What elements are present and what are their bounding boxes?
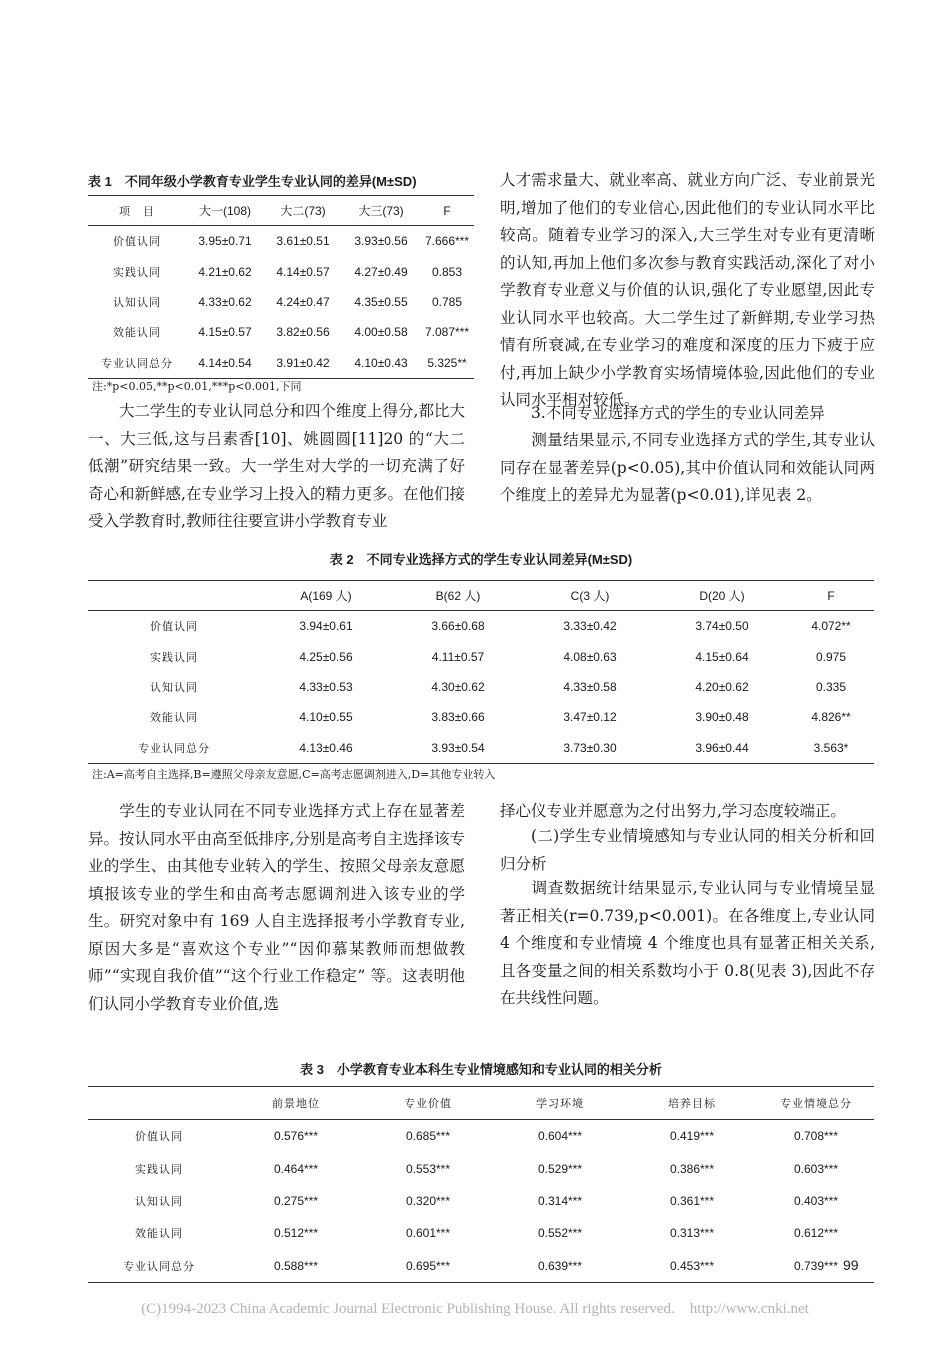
row-label: 专业认同总分 bbox=[88, 733, 260, 764]
table-cell: 4.27±0.49 bbox=[354, 264, 408, 279]
table-cell: 3.74±0.50 bbox=[695, 619, 749, 634]
table-cell: 0.403*** bbox=[793, 1193, 839, 1208]
section-heading-2 bbox=[500, 823, 875, 878]
row-label: 价值认同 bbox=[113, 235, 161, 249]
table-row bbox=[88, 1250, 874, 1283]
table1-header: 大三(73) bbox=[342, 196, 420, 226]
row-label: 实践认同 bbox=[113, 265, 161, 279]
table-cell: 0.419*** bbox=[669, 1129, 715, 1144]
table-cell: 3.73±0.30 bbox=[524, 733, 656, 764]
table-cell: 0.739*** bbox=[758, 1250, 874, 1283]
right-paragraph-3: 择心仪专业并愿意为之付出努力,学习态度较端正。 bbox=[500, 802, 846, 820]
table-cell: 3.93±0.56 bbox=[354, 234, 408, 249]
right-paragraph-4 bbox=[500, 875, 875, 1013]
table2-header: C(3 人) bbox=[524, 581, 656, 611]
table-cell: 0.708*** bbox=[793, 1129, 839, 1144]
table-cell: 3.82±0.56 bbox=[276, 325, 330, 340]
table-cell: 3.95±0.71 bbox=[198, 234, 252, 249]
table-cell: 0.512*** bbox=[273, 1226, 319, 1241]
table-cell: 4.20±0.62 bbox=[695, 679, 749, 694]
table3-header: 前景地位 bbox=[230, 1087, 362, 1120]
table-cell: 3.94±0.61 bbox=[299, 619, 353, 634]
table-row bbox=[88, 348, 474, 379]
heading-text: (二)学生专业情境感知与专业认同的相关分析和回归分析 bbox=[500, 827, 875, 873]
table3-header: 培养目标 bbox=[626, 1087, 758, 1120]
table-row bbox=[88, 1185, 874, 1217]
table-cell: 0.604*** bbox=[537, 1129, 583, 1144]
table-cell: 3.83±0.66 bbox=[431, 710, 485, 725]
table-cell: 0.529*** bbox=[537, 1161, 583, 1176]
table-cell: 0.639*** bbox=[494, 1250, 626, 1283]
table-cell: 4.30±0.62 bbox=[431, 679, 485, 694]
table-cell: 0.464*** bbox=[273, 1161, 319, 1176]
table-cell: 4.826** bbox=[811, 710, 851, 725]
table-cell: 0.975 bbox=[815, 649, 847, 664]
table-row bbox=[88, 641, 874, 671]
left-paragraph-2 bbox=[88, 798, 465, 1018]
table-cell: 4.15±0.64 bbox=[695, 649, 749, 664]
table-cell: 0.335 bbox=[815, 679, 847, 694]
table-cell: 4.11±0.57 bbox=[431, 649, 485, 664]
table2-header: D(20 人) bbox=[656, 581, 788, 611]
table-row bbox=[88, 226, 474, 257]
table3-header bbox=[88, 1087, 230, 1120]
table-cell: 0.601*** bbox=[405, 1226, 451, 1241]
table-row bbox=[88, 1217, 874, 1249]
table-cell: 0.553*** bbox=[405, 1161, 451, 1176]
table3-header: 专业情境总分 bbox=[758, 1087, 874, 1120]
table1-caption: 表 1 不同年级小学教育专业学生专业认同的差异(M±SD) bbox=[88, 174, 417, 189]
table-cell: 3.563* bbox=[788, 733, 874, 764]
row-label: 效能认同 bbox=[135, 1227, 183, 1241]
page-number: 99 bbox=[843, 1257, 859, 1273]
copyright-footer: (C)1994-2023 China Academic Journal Electronic Publishing House. All rights reserved. http://www.cnki.net bbox=[141, 1301, 809, 1317]
table-cell: 4.21±0.62 bbox=[198, 264, 252, 279]
table-cell: 3.33±0.42 bbox=[563, 619, 617, 634]
row-label: 专业认同总分 bbox=[88, 348, 186, 379]
row-label: 价值认同 bbox=[150, 620, 198, 634]
row-label: 效能认同 bbox=[150, 711, 198, 725]
table3-caption: 表 3 小学教育专业本科生专业情境感知和专业认同的相关分析 bbox=[300, 1062, 662, 1077]
table2-header: F bbox=[788, 581, 874, 611]
table-cell: 5.325** bbox=[420, 348, 474, 379]
table-row bbox=[88, 733, 874, 764]
table1-header: 大二(73) bbox=[264, 196, 342, 226]
table-cell: 4.25±0.56 bbox=[299, 649, 353, 664]
table-cell: 4.10±0.43 bbox=[342, 348, 420, 379]
table1-header: F bbox=[420, 196, 474, 226]
table-cell: 0.453*** bbox=[626, 1250, 758, 1283]
table-cell: 4.24±0.47 bbox=[276, 294, 330, 309]
table-cell: 4.33±0.58 bbox=[563, 679, 617, 694]
paragraph-text: 学生的专业认同在不同专业选择方式上存在显著差异。按认同水平由高至低排序,分别是高考自主选择该专业的学生、由其他专业转入的学生、按照父母亲友意愿填报该专业的学生和由高考志愿调剂进入该专业的学生。研究对象中有 169 人自主选择报考小学教育专业,原因大多是“喜欢这个专业”“因仰慕某教师而想做教师”“实现自我价值”“这个行业工作稳定” 等。这表明他们认同小学教育专业价值,选 bbox=[88, 802, 465, 1013]
table-cell: 0.320*** bbox=[405, 1193, 451, 1208]
row-label: 认知认同 bbox=[135, 1194, 183, 1208]
table-row bbox=[88, 702, 874, 732]
table-cell: 7.666*** bbox=[424, 234, 470, 249]
row-label: 实践认同 bbox=[150, 650, 198, 664]
row-label: 认知认同 bbox=[150, 680, 198, 694]
row-label: 专业认同总分 bbox=[88, 1250, 230, 1283]
table-cell: 0.695*** bbox=[362, 1250, 494, 1283]
table-cell: 3.93±0.54 bbox=[392, 733, 524, 764]
table1-header-row bbox=[88, 196, 474, 226]
table-cell: 0.275*** bbox=[273, 1193, 319, 1208]
table-cell: 0.785 bbox=[431, 294, 463, 309]
table-cell: 4.13±0.46 bbox=[260, 733, 392, 764]
table3-header: 专业价值 bbox=[362, 1087, 494, 1120]
table-cell: 4.14±0.54 bbox=[186, 348, 264, 379]
table-cell: 4.072** bbox=[811, 619, 851, 634]
paragraph-text: 调查数据统计结果显示,专业认同与专业情境呈显著正相关(r=0.739,p<0.001)。在各维度上,专业认同 4 个维度和专业情境 4 个维度也具有显著正相关关系,且各变量之间的相关系数均小于 0.8(见表 3),因此不存在共线性问题。 bbox=[500, 879, 875, 1007]
section-heading-3 bbox=[500, 400, 875, 428]
table2-header bbox=[88, 581, 260, 611]
table-cell: 4.35±0.55 bbox=[354, 294, 408, 309]
table-cell: 3.61±0.51 bbox=[276, 234, 330, 249]
paragraph-text: 测量结果显示,不同专业选择方式的学生,其专业认同存在显著差异(p<0.05),其中价值认同和效能认同两个维度上的差异尤为显著(p<0.01),详见表 2。 bbox=[500, 431, 875, 504]
table-cell: 4.14±0.57 bbox=[276, 264, 330, 279]
table-row bbox=[88, 317, 474, 347]
table-cell: 4.15±0.57 bbox=[198, 325, 252, 340]
table1-header: 大一(108) bbox=[186, 196, 264, 226]
table-cell: 3.47±0.12 bbox=[563, 710, 617, 725]
table2-header: B(62 人) bbox=[392, 581, 524, 611]
table3 bbox=[88, 1086, 874, 1283]
table-row bbox=[88, 672, 874, 702]
row-label: 认知认同 bbox=[113, 295, 161, 309]
table-cell: 4.00±0.58 bbox=[354, 325, 408, 340]
table-row bbox=[88, 256, 474, 286]
right-paragraph-2 bbox=[500, 427, 875, 510]
table2-header: A(169 人) bbox=[260, 581, 392, 611]
row-label: 效能认同 bbox=[113, 326, 161, 340]
table1 bbox=[88, 195, 474, 379]
table-cell: 7.087*** bbox=[424, 325, 470, 340]
table2-caption: 表 2 不同专业选择方式的学生专业认同差异(M±SD) bbox=[329, 552, 633, 567]
table-cell: 0.361*** bbox=[669, 1193, 715, 1208]
table-cell: 3.91±0.42 bbox=[264, 348, 342, 379]
table-cell: 0.853 bbox=[431, 264, 463, 279]
table-cell: 0.386*** bbox=[669, 1161, 715, 1176]
table-cell: 0.552*** bbox=[537, 1226, 583, 1241]
table3-header-row bbox=[88, 1087, 874, 1120]
table-cell: 4.33±0.62 bbox=[198, 294, 252, 309]
table1-note: 注:*p<0.05,**p<0.01,***p<0.001,下同 bbox=[92, 380, 302, 393]
table-cell: 3.90±0.48 bbox=[695, 710, 749, 725]
table-cell: 0.314*** bbox=[537, 1193, 583, 1208]
table-cell: 0.603*** bbox=[793, 1161, 839, 1176]
row-label: 价值认同 bbox=[135, 1130, 183, 1144]
table-cell: 4.10±0.55 bbox=[299, 710, 353, 725]
table-cell: 0.612*** bbox=[793, 1226, 839, 1241]
right-paragraph-1: 人才需求量大、就业率高、就业方向广泛、专业前景光明,增加了他们的专业信心,因此他们的专业认同水平比较高。随着专业学习的深入,大三学生对专业有更清晰的认知,再加上他们多次参与教育实践活动,深化了对小学教育专业意义与价值的认识,强化了专业愿望,因此专业认同水平也较高。大二学生过了新鲜期,专业学习热情有所衰减,在专业学习的难度和深度的压力下疲于应付,再加上缺少小学教育实场情境体验,因此他们的专业认同水平相对较低。 bbox=[500, 171, 875, 409]
table-row bbox=[88, 287, 474, 317]
row-label: 实践认同 bbox=[135, 1162, 183, 1176]
table-cell: 3.66±0.68 bbox=[431, 619, 485, 634]
table-cell: 0.588*** bbox=[230, 1250, 362, 1283]
table-row bbox=[88, 1152, 874, 1184]
table-row bbox=[88, 1120, 874, 1153]
table-cell: 4.08±0.63 bbox=[563, 649, 617, 664]
table2-header-row bbox=[88, 581, 874, 611]
table3-header: 学习环境 bbox=[494, 1087, 626, 1120]
table-cell: 0.576*** bbox=[273, 1129, 319, 1144]
paragraph-text: 大二学生的专业认同总分和四个维度上得分,都比大一、大三低,这与吕素香[10]、姚圆圆[11]20 的“大二低潮”研究结果一致。大一学生对大学的一切充满了好奇心和新鲜感,在专业学习上投入的精力更多。在他们接受入学教育时,教师往往要宣讲小学教育专业 bbox=[88, 402, 465, 530]
table-cell: 0.685*** bbox=[405, 1129, 451, 1144]
left-paragraph-1 bbox=[88, 398, 465, 536]
table2 bbox=[88, 580, 874, 764]
table1-header: 项 目 bbox=[88, 196, 186, 226]
table2-note: 注:A=高考自主选择,B=遵照父母亲友意愿,C=高考志愿调剂进入,D=其他专业转入 bbox=[92, 768, 496, 781]
table-cell: 4.33±0.53 bbox=[299, 679, 353, 694]
table-row bbox=[88, 611, 874, 642]
table-cell: 0.313*** bbox=[669, 1226, 715, 1241]
heading-text: 3.不同专业选择方式的学生的专业认同差异 bbox=[531, 404, 825, 422]
table-cell: 3.96±0.44 bbox=[656, 733, 788, 764]
